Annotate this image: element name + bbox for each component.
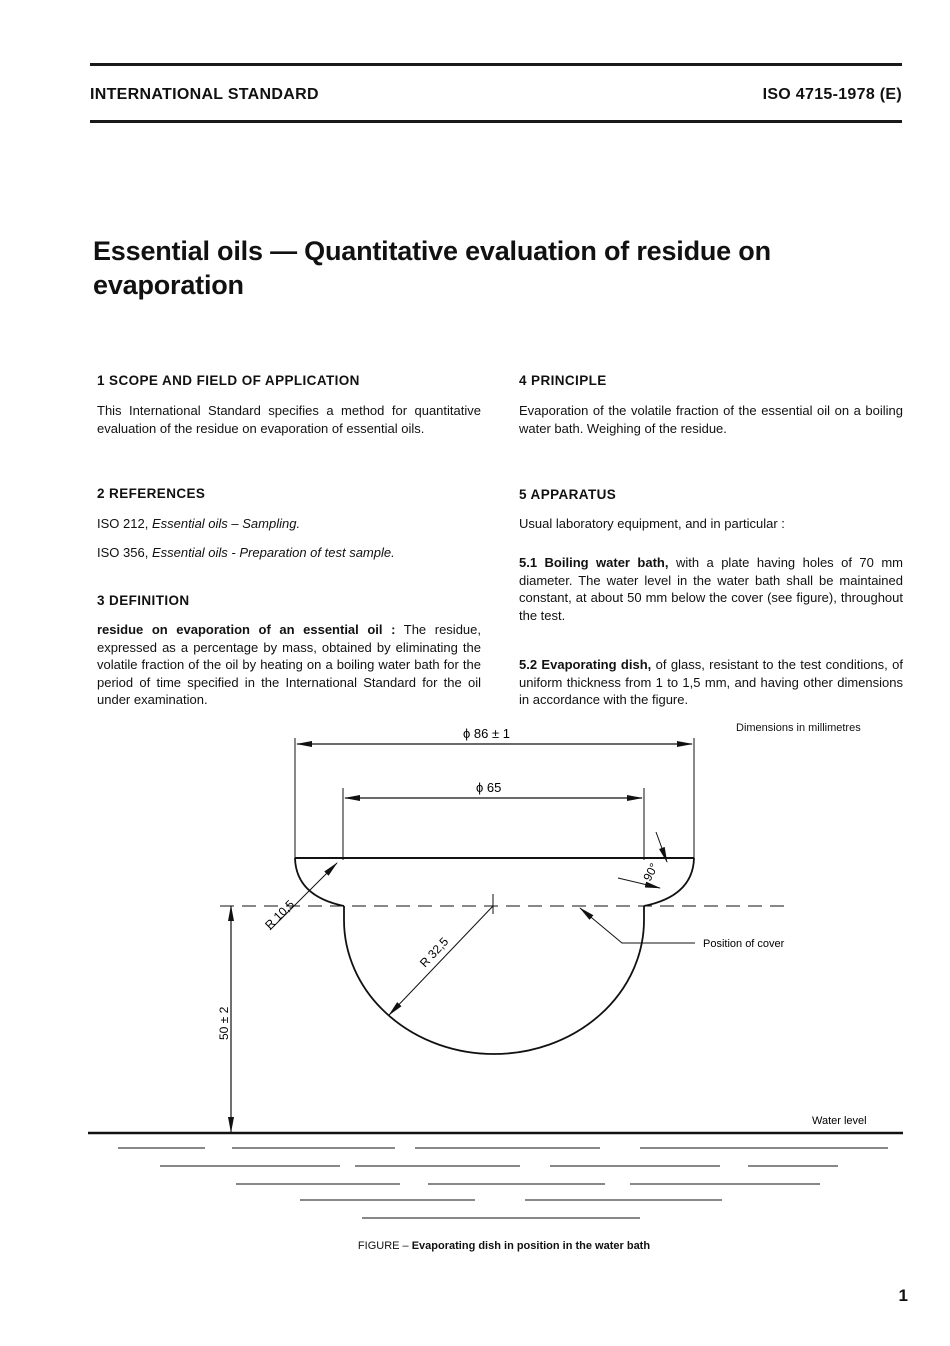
bowl-radius-label: R 32,5 (416, 934, 452, 971)
figure-units-note: Dimensions in millimetres (736, 722, 861, 734)
section-5-1-text (519, 554, 903, 624)
subsection-term: 5.1 Boiling water bath, (519, 555, 669, 570)
section-5-2-text (519, 656, 903, 709)
evaporating-dish-diagram (0, 720, 950, 1280)
angle-label: 90° (640, 860, 662, 884)
subsection-text: with a plate having holes of 70 mm diameter. The water level in the water bath shall be maintained constant, at about 50 mm below the cover (see figure), throughout the test. (519, 555, 903, 623)
caption-text: Evaporating dish in position in the water bath (411, 1240, 651, 1252)
section-5-heading: 5 APPARATUS (519, 487, 617, 502)
header-bottom-rule (90, 120, 902, 123)
reference-number: ISO 212, (97, 516, 149, 531)
dish-bowl (344, 906, 644, 1054)
reference-title: Essential oils - Preparation of test sample. (151, 545, 395, 560)
reference-title: Essential oils – Sampling. (151, 516, 301, 531)
definition-text: The residue, expressed as a percentage by mass, obtained by eliminating the volatile fraction of the oil by heating on a boiling water bath for the period of time specified in the International Standard for the oil under examination. (97, 622, 481, 707)
header-standard-number: ISO 4715-1978 (E) (762, 86, 902, 103)
cover-label: Position of cover (703, 938, 785, 950)
reference-iso-356 (97, 544, 481, 562)
inner-diameter-label: ϕ 65 (476, 780, 502, 795)
page-number: 1 (898, 1286, 908, 1305)
section-4-text: Evaporation of the volatile fraction of the essential oil on a boiling water bath. Weighing of the residue. (519, 403, 903, 436)
section-5-intro: Usual laboratory equipment, and in particular : (519, 516, 785, 531)
section-2-heading: 2 REFERENCES (97, 486, 206, 501)
section-3-heading: 3 DEFINITION (97, 593, 190, 608)
subsection-text: of glass, resistant to the test conditions, of uniform thickness from 1 to 1,5 mm, and having other dimensions in accordance with the figure. (519, 657, 903, 707)
figure-caption (0, 1240, 950, 1252)
cover-leader-line (580, 908, 695, 943)
bowl-radius-leader (389, 906, 493, 1015)
section-1-heading: 1 SCOPE AND FIELD OF APPLICATION (97, 373, 360, 388)
section-4-heading: 4 PRINCIPLE (519, 373, 607, 388)
rim-radius-label: R 10,5 (262, 897, 298, 933)
document-title: Essential oils — Quantitative evaluation of residue on evaporation (93, 236, 771, 300)
height-label: 50 ± 2 (217, 1006, 231, 1040)
subsection-term: 5.2 Evaporating dish, (519, 657, 652, 672)
reference-iso-212 (97, 515, 481, 533)
reference-number: ISO 356, (97, 545, 149, 560)
dish-rim-left-curve (295, 858, 344, 906)
header-top-rule (90, 63, 902, 66)
water-level-label: Water level (812, 1115, 867, 1127)
header-standard-type: INTERNATIONAL STANDARD (90, 86, 319, 103)
outer-diameter-label: ϕ 86 ± 1 (463, 726, 510, 741)
section-3-text (97, 621, 481, 709)
section-1-text: This International Standard specifies a method for quantitative evaluation of the residue on evaporation of essential oils. (97, 403, 481, 436)
definition-term: residue on evaporation of an essential oil : (97, 622, 396, 637)
water-hatching (118, 1148, 888, 1218)
caption-prefix: FIGURE – (357, 1240, 409, 1252)
